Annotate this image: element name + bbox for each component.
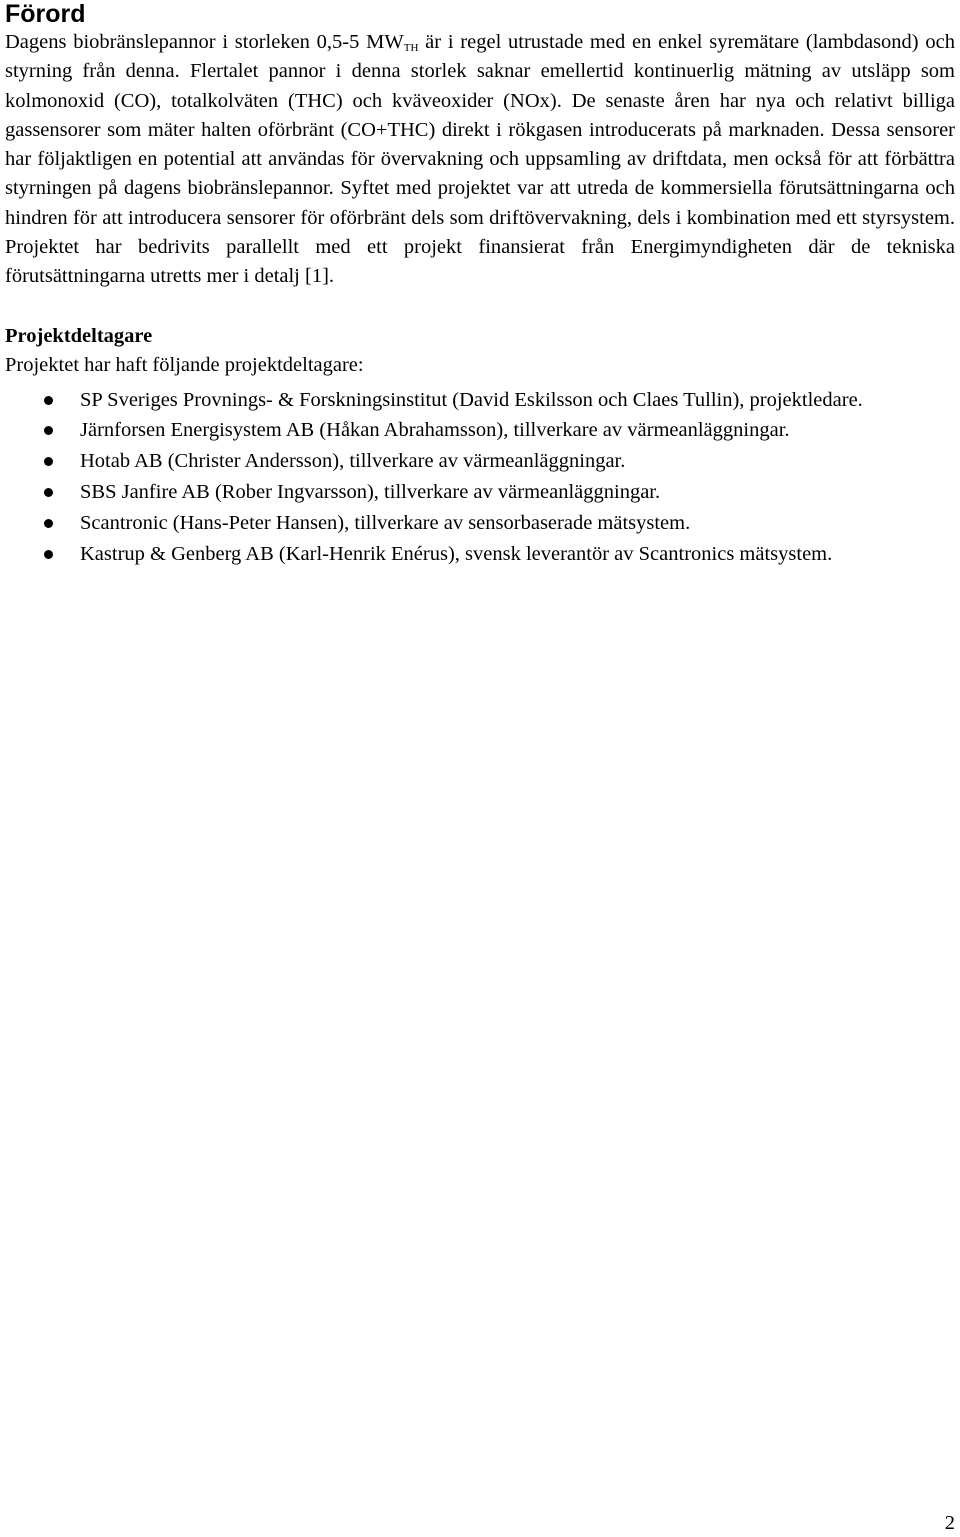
list-item-text: SBS Janfire AB (Rober Ingvarsson), tillverkare av värmeanläggningar.	[80, 481, 661, 504]
list-item	[5, 447, 955, 476]
bullet-dot-icon	[44, 550, 53, 559]
paragraph-text-start: Dagens biobränslepannor i storleken 0,5-5 MW	[5, 31, 404, 53]
list-item-text: Kastrup & Genberg AB (Karl-Henrik Enérus), svensk leverantör av Scantronics mätsystem.	[80, 542, 833, 565]
list-item-text: Hotab AB (Christer Andersson), tillverkare av värmeanläggningar.	[80, 450, 626, 473]
document-page	[5, 0, 955, 570]
paragraph-text-rest: är i regel utrustade med en enkel syremätare (lambdasond) och styrning från denna. Flertalet pannor i denna storlek saknar emellertid kontinuerlig mätning av utsläpp som kolmonoxid (CO), totalkolväten (THC) och kväveoxider (NOx). De senaste åren har nya och relativt billiga gassensorer som mäter halten oförbränt (CO+THC) direkt i rökgasen introducerats på marknaden. Dessa sensorer har följaktligen en potential att användas för övervakning och uppsamling av driftdata, men också för att förbättra styrningen på dagens biobränslepannor. Syftet med projektet var att utreda de kommersiella förutsättningarna och hindren för att introducera sensorer för oförbränt dels som driftövervakning, dels i kombination med ett styrsystem. Projektet har bedrivits parallellt med ett projekt finansierat från Energimyndigheten där de tekniska förutsättningarna utretts mer i detalj [1].	[5, 31, 955, 288]
bullet-dot-icon	[44, 457, 53, 466]
list-item	[5, 386, 955, 415]
list-item	[5, 540, 955, 569]
page-number: 2	[944, 1512, 955, 1534]
list-item-text: Scantronic (Hans-Peter Hansen), tillverkare av sensorbaserade mätsystem.	[80, 511, 691, 534]
section-heading-forord: Förord	[5, 0, 86, 28]
subscript-th: TH	[403, 42, 419, 54]
forord-paragraph	[5, 28, 955, 292]
section-heading-projektdeltagare: Projektdeltagare	[5, 324, 153, 347]
bullet-dot-icon	[44, 426, 53, 435]
bullet-dot-icon	[44, 519, 53, 528]
list-item	[5, 509, 955, 538]
bullet-dot-icon	[44, 396, 53, 405]
participants-list	[5, 386, 955, 569]
list-item	[5, 478, 955, 507]
list-item	[5, 416, 955, 445]
list-item-text: SP Sveriges Provnings- & Forskningsinstitut (David Eskilsson och Claes Tullin), projektledare.	[80, 388, 863, 411]
list-item-text: Järnforsen Energisystem AB (Håkan Abrahamsson), tillverkare av värmeanläggningar.	[80, 419, 790, 442]
bullet-dot-icon	[44, 488, 53, 497]
participants-intro: Projektet har haft följande projektdeltagare:	[5, 353, 364, 376]
